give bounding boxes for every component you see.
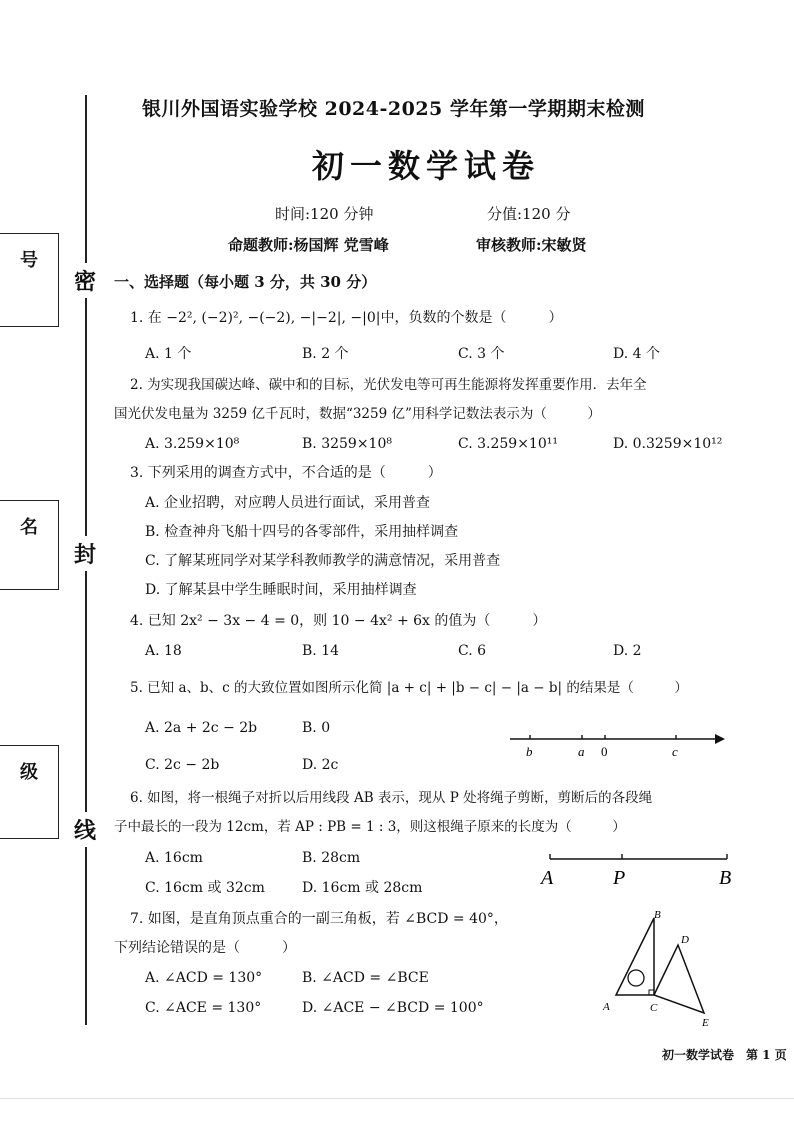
q6-point-p: P xyxy=(613,867,626,889)
q3-option-a: A. 企业招聘，对应聘人员进行面试，采用普查 xyxy=(145,495,431,511)
student-number-box xyxy=(0,233,59,327)
q2-option-c: C. 3.259×10¹¹ xyxy=(458,436,558,452)
q4-option-b: B. 14 xyxy=(302,643,340,659)
class-box xyxy=(0,745,59,839)
q7-point-d: D xyxy=(681,934,689,946)
q7-point-b: B xyxy=(654,909,661,921)
seal-char-mi: 密 xyxy=(74,263,96,298)
q5-option-d: D. 2c xyxy=(302,757,339,773)
q1-option-a: A. 1 个 xyxy=(145,346,192,362)
q1-option-d: D. 4 个 xyxy=(613,346,660,362)
q6-point-a: A xyxy=(541,867,554,889)
q3-option-c: C. 了解某班同学对某学科教师教学的满意情况，采用普查 xyxy=(145,553,501,569)
student-number-label: 号 xyxy=(20,250,38,271)
q1-option-c: C. 3 个 xyxy=(458,346,505,362)
q6-segment-figure xyxy=(535,850,740,892)
section-title: 一、选择题（每小题 3 分，共 30 分） xyxy=(114,273,377,291)
q7-option-b: B. ∠ACD = ∠BCE xyxy=(302,970,429,986)
q7-option-d: D. ∠ACE − ∠BCD = 100° xyxy=(302,1000,484,1016)
school-title: 银川外国语实验学校 2024-2025 学年第一学期期末检测 xyxy=(142,98,645,120)
seal-char-xian: 线 xyxy=(74,812,96,847)
seal-char-feng: 封 xyxy=(74,536,96,571)
q2-stem-line1: 2. 为实现我国碳达峰、碳中和的目标，光伏发电等可再生能源将发挥重要作用．去年全 xyxy=(130,377,647,393)
q4-option-c: C. 6 xyxy=(458,643,487,659)
q6-point-b: B xyxy=(719,867,732,889)
q4-option-d: D. 2 xyxy=(613,643,642,659)
exam-title: 初一数学试卷 xyxy=(312,147,541,185)
reviewer-teacher: 审核教师:宋敏贤 xyxy=(476,236,587,254)
q5-label-zero: 0 xyxy=(601,744,608,759)
q3-option-b: B. 检查神舟飞船十四号的各零部件，采用抽样调查 xyxy=(145,524,459,540)
page-footer: 初一数学试卷 第 1 页 xyxy=(662,1048,787,1062)
q6-option-d: D. 16cm 或 28cm xyxy=(302,880,423,896)
q2-option-a: A. 3.259×10⁸ xyxy=(145,436,240,452)
q6-option-c: C. 16cm 或 32cm xyxy=(145,880,265,896)
q3-stem: 3. 下列采用的调查方式中，不合适的是（ ） xyxy=(130,465,442,481)
q4-stem: 4. 已知 2x² − 3x − 4 = 0，则 10 − 4x² + 6x 的值为（ ） xyxy=(130,613,547,629)
q2-option-d: D. 0.3259×10¹² xyxy=(613,436,723,452)
q7-point-a: A xyxy=(603,1001,610,1013)
page-bottom-rule xyxy=(0,1098,794,1099)
class-label: 级 xyxy=(20,762,38,783)
q1-stem: 1. 在 −2², (−2)², −(−2), −|−2|, −|0|中，负数的个数是（ ） xyxy=(130,310,563,326)
student-name-label: 名 xyxy=(20,517,38,538)
setter-teachers: 命题教师:杨国辉 党雪峰 xyxy=(228,236,389,254)
q5-label-b: b xyxy=(526,744,533,759)
q6-option-a: A. 16cm xyxy=(145,850,203,866)
q5-label-a: a xyxy=(578,744,585,759)
q7-triangle-figure xyxy=(596,905,726,1030)
q5-option-a: A. 2a + 2c − 2b xyxy=(145,720,258,736)
q2-stem-line2: 国光伏发电量为 3259 亿千瓦时，数据“3259 亿”用科学记数法表示为（ ） xyxy=(114,406,601,422)
q6-stem-line2: 子中最长的一段为 12cm，若 AP : PB = 1 : 3，则这根绳子原来的长度为（ ） xyxy=(114,819,626,835)
q5-option-b: B. 0 xyxy=(302,720,331,736)
q5-label-c: c xyxy=(672,744,678,759)
q5-stem: 5. 已知 a、b、c 的大致位置如图所示化简 |a + c| + |b − c| − |a − b| 的结果是（ ） xyxy=(130,680,688,696)
q7-point-c: C xyxy=(650,1002,658,1014)
q7-option-a: A. ∠ACD = 130° xyxy=(145,970,263,986)
q5-number-line xyxy=(505,728,730,762)
q5-option-c: C. 2c − 2b xyxy=(145,757,220,773)
q7-stem-line2: 下列结论错误的是（ ） xyxy=(114,940,296,956)
q7-stem-line1: 7. 如图，是直角顶点重合的一副三角板，若 ∠BCD = 40°， xyxy=(130,911,508,927)
q7-point-e: E xyxy=(702,1017,709,1029)
q6-stem-line1: 6. 如图，将一根绳子对折以后用线段 AB 表示，现从 P 处将绳子剪断，剪断后的各段绳 xyxy=(130,790,653,806)
q6-option-b: B. 28cm xyxy=(302,850,361,866)
exam-time: 时间:120 分钟 xyxy=(275,205,374,223)
q4-option-a: A. 18 xyxy=(145,643,182,659)
q2-option-b: B. 3259×10⁸ xyxy=(302,436,392,452)
exam-score: 分值:120 分 xyxy=(487,205,571,223)
q3-option-d: D. 了解某县中学生睡眠时间，采用抽样调查 xyxy=(145,582,417,598)
student-name-box xyxy=(0,500,59,590)
q7-option-c: C. ∠ACE = 130° xyxy=(145,1000,262,1016)
q1-option-b: B. 2 个 xyxy=(302,346,349,362)
